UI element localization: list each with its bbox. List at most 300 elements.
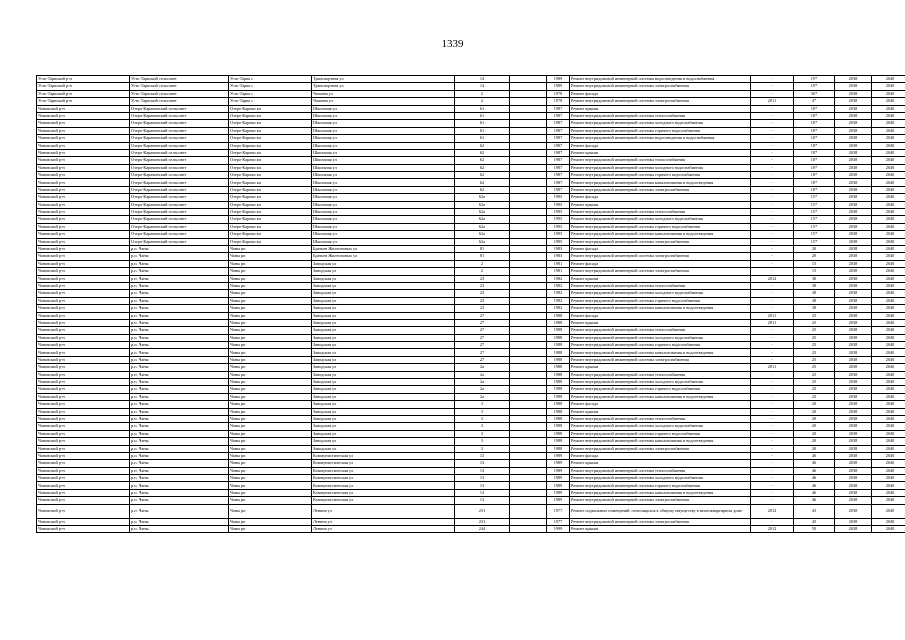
table-cell: Ремонт фасада — [570, 90, 751, 97]
table-cell: Озеро-Карачи кп — [229, 172, 312, 179]
table-cell: Чаны рп — [229, 393, 312, 400]
table-cell: - — [751, 445, 794, 452]
table-cell: - — [751, 497, 794, 504]
table-row — [37, 452, 905, 459]
table-row — [37, 364, 905, 371]
table-cell: Заводская ул — [312, 327, 455, 334]
table-cell: Чановский р-н — [37, 223, 130, 230]
table-cell: - — [751, 393, 794, 400]
table-row — [37, 127, 905, 134]
table-cell: Школьная ул — [312, 157, 455, 164]
table-cell — [510, 497, 547, 504]
table-cell: 2а — [455, 371, 510, 378]
table-cell: - — [751, 172, 794, 179]
table-cell — [510, 423, 547, 430]
table-cell: р.п. Чаны — [130, 282, 229, 289]
table-cell — [510, 430, 547, 437]
table-cell: Чаны рп — [229, 489, 312, 496]
table-cell: 1995 — [547, 216, 570, 223]
table-cell: 1982 — [547, 290, 570, 297]
table-cell — [510, 371, 547, 378]
table-cell: 20 — [794, 415, 835, 422]
table-cell: 18* — [794, 186, 835, 193]
table-body — [37, 76, 905, 533]
table-cell: р.п. Чаны — [130, 497, 229, 504]
table-cell: Коммунистическая ул — [312, 475, 455, 482]
table-row — [37, 297, 905, 304]
table-row — [37, 349, 905, 356]
table-row — [37, 327, 905, 334]
table-cell: Ленина ул — [312, 504, 455, 518]
table-cell: 27 — [455, 342, 510, 349]
table-cell: 25 — [794, 371, 835, 378]
table-cell: 27 — [455, 356, 510, 363]
table-cell: 2038 — [835, 342, 872, 349]
table-cell: 2040 — [872, 157, 905, 164]
table-cell: Чановский р-н — [37, 253, 130, 260]
table-cell: Чановский р-н — [37, 526, 130, 533]
table-cell: 23 — [455, 305, 510, 312]
table-cell: - — [751, 482, 794, 489]
table-cell: Усть-Таркский сельсовет — [130, 76, 229, 83]
table-cell: - — [751, 290, 794, 297]
table-cell: 2040 — [872, 201, 905, 208]
table-cell: 2038 — [835, 312, 872, 319]
table-cell: 2040 — [872, 112, 905, 119]
table-cell: 46 — [794, 452, 835, 459]
table-cell: 62 — [455, 186, 510, 193]
table-cell: 18* — [794, 127, 835, 134]
table-cell: Чановский р-н — [37, 149, 130, 156]
table-cell: Транспортная ул — [312, 76, 455, 83]
table-cell: 50 — [794, 526, 835, 533]
table-cell: Ремонт внутридомовой инженерной системы электроснабжения — [570, 356, 751, 363]
table-cell: 2040 — [872, 290, 905, 297]
table-cell: 19* — [794, 76, 835, 83]
table-cell: 231 — [455, 504, 510, 518]
table-cell: Озеро-Карачи кп — [229, 209, 312, 216]
table-row — [37, 430, 905, 437]
table-cell: 27 — [455, 349, 510, 356]
table-cell: 23 — [455, 282, 510, 289]
table-cell: 25 — [794, 327, 835, 334]
table-cell: Чановский р-н — [37, 319, 130, 326]
table-cell: Чаны рп — [229, 518, 312, 525]
table-cell: 2040 — [872, 245, 905, 252]
table-cell: 23 — [455, 297, 510, 304]
table-cell: 1989 — [547, 482, 570, 489]
table-cell: р.п. Чаны — [130, 297, 229, 304]
table-cell: Чановский р-н — [37, 408, 130, 415]
table-cell: 20 — [794, 401, 835, 408]
table-cell: 2а — [455, 386, 510, 393]
table-cell: 2038 — [835, 371, 872, 378]
table-cell: Школьная ул — [312, 172, 455, 179]
table-cell: 2038 — [835, 238, 872, 245]
table-row — [37, 408, 905, 415]
table-row — [37, 371, 905, 378]
table-cell: Ремонт крыши — [570, 105, 751, 112]
table-cell: 2040 — [872, 275, 905, 282]
table-cell: Чановский р-н — [37, 268, 130, 275]
table-cell: р.п. Чаны — [130, 342, 229, 349]
table-cell: Усть-Тарка с — [229, 83, 312, 90]
table-cell: 2038 — [835, 223, 872, 230]
table-cell: Чановский р-н — [37, 120, 130, 127]
table-cell: Чаны рп — [229, 268, 312, 275]
table-cell — [510, 172, 547, 179]
table-cell: 2038 — [835, 305, 872, 312]
table-cell: Заводская ул — [312, 297, 455, 304]
table-row — [37, 157, 905, 164]
table-cell: р.п. Чаны — [130, 290, 229, 297]
table-cell: - — [751, 135, 794, 142]
table-cell: Чановский р-н — [37, 423, 130, 430]
table-cell: Озеро-Карачи кп — [229, 135, 312, 142]
table-cell: 15* — [794, 201, 835, 208]
table-cell: 2038 — [835, 497, 872, 504]
table-cell: 1982 — [547, 305, 570, 312]
table-cell: 20 — [794, 245, 835, 252]
table-cell: 2040 — [872, 216, 905, 223]
table-cell: - — [751, 460, 794, 467]
table-cell: Озеро-Карачи кп — [229, 105, 312, 112]
table-cell: 1988 — [547, 312, 570, 319]
table-cell: - — [751, 260, 794, 267]
table-row — [37, 149, 905, 156]
table-cell: Чановский р-н — [37, 504, 130, 518]
table-cell: р.п. Чаны — [130, 356, 229, 363]
table-row — [37, 401, 905, 408]
table-cell: 25 — [794, 349, 835, 356]
table-cell: 2038 — [835, 334, 872, 341]
table-cell: 20 — [794, 253, 835, 260]
table-cell: 2040 — [872, 467, 905, 474]
table-cell: - — [751, 120, 794, 127]
table-cell — [510, 482, 547, 489]
table-cell: 2040 — [872, 268, 905, 275]
table-cell: - — [751, 231, 794, 238]
table-cell: Чановский р-н — [37, 489, 130, 496]
table-cell: 25 — [794, 334, 835, 341]
table-cell — [510, 408, 547, 415]
table-cell: 1982 — [547, 275, 570, 282]
table-cell: 2040 — [872, 90, 905, 97]
table-cell: Озеро-Карачи кп — [229, 164, 312, 171]
table-cell: 1982 — [547, 297, 570, 304]
table-cell: Ремонт фасада — [570, 142, 751, 149]
table-cell: Ремонт крыши — [570, 364, 751, 371]
table-cell: Ремонт внутридомовой инженерной системы теплоснабжения — [570, 282, 751, 289]
table-cell: 2040 — [872, 76, 905, 83]
table-cell: - — [751, 216, 794, 223]
table-cell: Чановский р-н — [37, 386, 130, 393]
table-cell: 62 — [455, 149, 510, 156]
table-cell: р.п. Чаны — [130, 371, 229, 378]
table-cell: Ремонт фасада — [570, 194, 751, 201]
table-cell: - — [751, 179, 794, 186]
table-cell: 2038 — [835, 438, 872, 445]
table-cell: Чановский р-н — [37, 290, 130, 297]
table-row — [37, 460, 905, 467]
table-cell: 2012 — [751, 526, 794, 533]
table-cell: Чановский р-н — [37, 371, 130, 378]
table-cell: Чаны рп — [229, 504, 312, 518]
table-cell: 2 — [455, 98, 510, 105]
table-cell: 1989 — [547, 460, 570, 467]
table-cell: - — [751, 452, 794, 459]
table-cell: Чаны рп — [229, 356, 312, 363]
table-cell: р.п. Чаны — [130, 379, 229, 386]
table-cell: 46 — [794, 482, 835, 489]
table-cell: 38 — [794, 275, 835, 282]
table-cell: Заводская ул — [312, 342, 455, 349]
table-row — [37, 194, 905, 201]
table-cell: 2040 — [872, 334, 905, 341]
table-cell: 2040 — [872, 342, 905, 349]
table-cell: Чановский р-н — [37, 460, 130, 467]
table-cell: - — [751, 379, 794, 386]
table-cell: Чапаева ул — [312, 98, 455, 105]
table-cell: 3 — [455, 430, 510, 437]
table-cell: Чаны рп — [229, 253, 312, 260]
table-cell: Чаны рп — [229, 327, 312, 334]
table-cell: Коммунистическая ул — [312, 467, 455, 474]
table-cell: 46 — [794, 497, 835, 504]
table-cell: - — [751, 467, 794, 474]
table-cell: Чановский р-н — [37, 342, 130, 349]
table-cell: Ремонт внутридомовой инженерной системы электроснабжения — [570, 98, 751, 105]
table-cell: 62 — [455, 179, 510, 186]
table-cell — [510, 186, 547, 193]
table-cell: Ремонт крыши — [570, 460, 751, 467]
table-cell: 62а — [455, 238, 510, 245]
table-cell: р.п. Чаны — [130, 430, 229, 437]
table-cell: 2040 — [872, 179, 905, 186]
table-cell: 18* — [794, 164, 835, 171]
table-cell: 2038 — [835, 393, 872, 400]
table-cell: Заводская ул — [312, 305, 455, 312]
table-cell: 1987 — [547, 127, 570, 134]
table-cell: 2038 — [835, 135, 872, 142]
table-cell: Школьная ул — [312, 135, 455, 142]
table-row — [37, 245, 905, 252]
table-cell: 1987 — [547, 112, 570, 119]
table-cell: 2040 — [872, 209, 905, 216]
table-cell: 1988 — [547, 327, 570, 334]
table-cell: Усть-Тарка с — [229, 76, 312, 83]
table-cell: р.п. Чаны — [130, 475, 229, 482]
table-cell: Заводская ул — [312, 393, 455, 400]
table-cell: - — [751, 349, 794, 356]
table-cell: - — [751, 475, 794, 482]
table-cell: Ремонт внутридомовой инженерной системы горячего водоснабжения — [570, 482, 751, 489]
table-cell: 1989 — [547, 76, 570, 83]
table-cell — [510, 223, 547, 230]
table-cell: 15* — [794, 194, 835, 201]
table-cell: Чановский р-н — [37, 445, 130, 452]
table-cell: 2038 — [835, 415, 872, 422]
table-cell — [510, 216, 547, 223]
table-cell: Ремонт крыши — [570, 319, 751, 326]
table-row — [37, 475, 905, 482]
table-cell: 2040 — [872, 231, 905, 238]
table-cell: 2040 — [872, 415, 905, 422]
table-cell: 2040 — [872, 223, 905, 230]
table-cell: 1995 — [547, 223, 570, 230]
table-cell — [510, 282, 547, 289]
table-cell: Чаны рп — [229, 445, 312, 452]
table-cell: 13 — [455, 467, 510, 474]
table-cell: р.п. Чаны — [130, 349, 229, 356]
table-cell: Чановский р-н — [37, 305, 130, 312]
table-cell: - — [751, 489, 794, 496]
table-cell: Заводская ул — [312, 290, 455, 297]
table-cell: р.п. Чаны — [130, 327, 229, 334]
table-cell: 1988 — [547, 319, 570, 326]
table-cell: 1988 — [547, 349, 570, 356]
table-cell: 2038 — [835, 268, 872, 275]
table-row — [37, 201, 905, 208]
table-cell: Чаны рп — [229, 467, 312, 474]
table-row — [37, 98, 905, 105]
table-cell: Чановский р-н — [37, 364, 130, 371]
table-cell: 1989 — [547, 497, 570, 504]
table-cell — [510, 231, 547, 238]
table-cell: 2011 — [751, 319, 794, 326]
table-cell: 1988 — [547, 430, 570, 437]
table-cell: Заводская ул — [312, 334, 455, 341]
table-cell: Ремонт внутридомовой инженерной системы канализования и водоотведения — [570, 179, 751, 186]
table-cell: Озеро-Карачи кп — [229, 127, 312, 134]
table-cell: 1987 — [547, 172, 570, 179]
table-cell: 2040 — [872, 120, 905, 127]
table-cell: Усть-Таркский сельсовет — [130, 83, 229, 90]
table-cell: Транспортная ул — [312, 83, 455, 90]
table-cell: Ленина ул — [312, 526, 455, 533]
table-cell: р.п. Чаны — [130, 518, 229, 525]
table-cell — [510, 98, 547, 105]
table-cell — [510, 319, 547, 326]
table-cell — [510, 275, 547, 282]
table-row — [37, 142, 905, 149]
table-cell: - — [751, 164, 794, 171]
table-cell: 2038 — [835, 504, 872, 518]
table-cell — [510, 445, 547, 452]
table-cell: 61 — [455, 105, 510, 112]
table-cell: Озеро-Карачи кп — [229, 179, 312, 186]
table-cell: р.п. Чаны — [130, 452, 229, 459]
table-cell: 20 — [794, 408, 835, 415]
table-cell: Чановский р-н — [37, 157, 130, 164]
table-cell: Озеро-Карачи кп — [229, 223, 312, 230]
table-cell: Чановский р-н — [37, 497, 130, 504]
table-cell: - — [751, 282, 794, 289]
table-cell: Ремонт крыши — [570, 201, 751, 208]
table-cell: Чановский р-н — [37, 518, 130, 525]
table-cell: Чаны рп — [229, 401, 312, 408]
table-cell: 2040 — [872, 149, 905, 156]
table-cell — [510, 135, 547, 142]
table-cell: Чаны рп — [229, 282, 312, 289]
table-cell: 2011 — [751, 364, 794, 371]
table-cell: Школьная ул — [312, 186, 455, 193]
table-cell: Ремонт подвальных помещений, относящихся к общему имуществу в многоквартирном доме — [570, 504, 751, 518]
table-cell: Чаны рп — [229, 423, 312, 430]
table-cell: Чановский р-н — [37, 127, 130, 134]
table-cell: Ремонт внутридомовой инженерной системы холодного водоснабжения — [570, 379, 751, 386]
table-cell: 61 — [455, 112, 510, 119]
table-cell: 1987 — [547, 186, 570, 193]
table-cell — [510, 438, 547, 445]
table-cell: 2038 — [835, 98, 872, 105]
table-cell: 15* — [794, 231, 835, 238]
table-cell: 1988 — [547, 364, 570, 371]
table-row — [37, 179, 905, 186]
table-cell: - — [751, 223, 794, 230]
table-cell: 14 — [455, 83, 510, 90]
table-cell: 1988 — [547, 408, 570, 415]
table-cell: Ремонт внутридомовой инженерной системы канализования и водоотведения — [570, 231, 751, 238]
table-cell — [510, 209, 547, 216]
table-cell: Заводская ул — [312, 438, 455, 445]
table-cell: 2038 — [835, 401, 872, 408]
table-cell: 2038 — [835, 290, 872, 297]
table-cell: 2040 — [872, 497, 905, 504]
table-cell: Чаны рп — [229, 312, 312, 319]
table-row — [37, 105, 905, 112]
table-cell: Чаны рп — [229, 430, 312, 437]
table-cell: 2040 — [872, 98, 905, 105]
table-cell: Чановский р-н — [37, 356, 130, 363]
table-row — [37, 438, 905, 445]
table-cell: р.п. Чаны — [130, 489, 229, 496]
table-cell: - — [751, 305, 794, 312]
table-cell: Усть-Таркский р-н — [37, 98, 130, 105]
table-cell: Школьная ул — [312, 223, 455, 230]
table-cell: Озеро-Карачинский сельсовет — [130, 238, 229, 245]
table-cell: 2040 — [872, 105, 905, 112]
table-cell: 2038 — [835, 460, 872, 467]
table-cell: - — [751, 105, 794, 112]
table-cell: - — [751, 342, 794, 349]
table-cell — [510, 415, 547, 422]
table-cell: 1978 — [547, 90, 570, 97]
table-cell: Чаны рп — [229, 371, 312, 378]
table-cell: Усть-Таркский р-н — [37, 90, 130, 97]
table-cell: Чаны рп — [229, 379, 312, 386]
table-cell: 3 — [455, 438, 510, 445]
table-cell: 244 — [455, 526, 510, 533]
table-cell: 2040 — [872, 356, 905, 363]
table-cell: Озеро-Карачи кп — [229, 149, 312, 156]
table-cell: Ремонт внутридомовой инженерной системы теплоснабжения — [570, 415, 751, 422]
table-cell: 1981 — [547, 268, 570, 275]
table-cell: 2040 — [872, 504, 905, 518]
table-cell — [510, 475, 547, 482]
table-cell: 38 — [794, 290, 835, 297]
table-cell: 2040 — [872, 452, 905, 459]
table-cell: Озеро-Карачинский сельсовет — [130, 164, 229, 171]
table-cell: Чановский р-н — [37, 216, 130, 223]
table-cell: 25 — [794, 364, 835, 371]
table-cell: 2040 — [872, 423, 905, 430]
table-cell: 61 — [455, 135, 510, 142]
table-cell: Чаны рп — [229, 305, 312, 312]
table-cell: 2040 — [872, 371, 905, 378]
table-cell: Ремонт внутридомовой инженерной системы холодного водоснабжения — [570, 475, 751, 482]
table-cell: - — [751, 386, 794, 393]
